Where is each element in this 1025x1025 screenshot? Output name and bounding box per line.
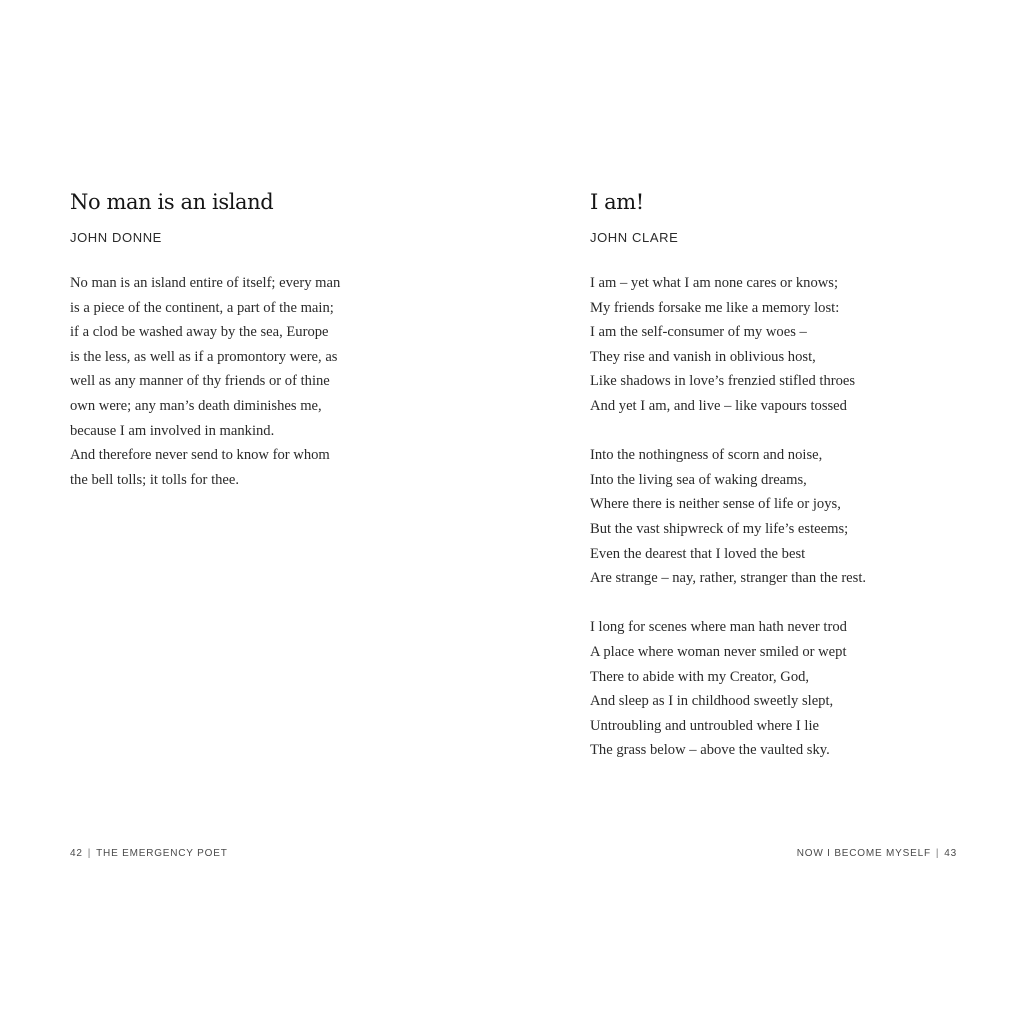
poem-line: Where there is neither sense of life or joys, <box>590 496 841 513</box>
poem-line: the bell tolls; it tolls for thee. <box>70 471 240 488</box>
poem-body <box>590 271 866 763</box>
poem-title: I am! <box>590 190 644 214</box>
poem-body <box>70 271 340 492</box>
poem-line: Untroubling and untroubled where I lie <box>590 717 819 734</box>
poem-line: My friends forsake me like a memory lost: <box>590 299 840 316</box>
stanza <box>590 271 866 419</box>
poem-author: JOHN CLARE <box>590 230 679 245</box>
poem-line: A place where woman never smiled or wept <box>590 643 847 660</box>
page-number: 43 <box>944 848 957 859</box>
footer-separator: | <box>935 848 940 859</box>
poem-line: if a clod be washed away by the sea, Europe <box>70 324 329 341</box>
page-footer <box>70 848 228 859</box>
poem-line: own were; any man’s death diminishes me, <box>70 397 322 414</box>
poem-line: Are strange – nay, rather, stranger than the rest. <box>590 570 867 587</box>
poem-line: Like shadows in love’s frenzied stifled throes <box>590 373 856 390</box>
poem-line: is the less, as well as if a promontory were, as <box>70 348 338 365</box>
poem-line: And yet I am, and live – like vapours tossed <box>590 397 847 414</box>
footer-separator: | <box>87 848 92 859</box>
running-head: THE EMERGENCY POET <box>96 848 228 859</box>
poem-line: And therefore never send to know for whom <box>70 447 330 464</box>
poem-line: There to abide with my Creator, God, <box>590 668 810 685</box>
stanza <box>590 443 866 591</box>
left-page <box>0 0 512 1025</box>
poem-line: I am the self-consumer of my woes – <box>590 324 807 341</box>
poem-line: Even the dearest that I loved the best <box>590 545 806 562</box>
poem-title: No man is an island <box>70 190 274 214</box>
poem-line: They rise and vanish in oblivious host, <box>590 348 816 365</box>
poem-line: And sleep as I in childhood sweetly slept, <box>590 693 834 710</box>
page-number: 42 <box>70 848 83 859</box>
poem-line: Into the living sea of waking dreams, <box>590 471 807 488</box>
poem-line: Into the nothingness of scorn and noise, <box>590 447 823 464</box>
stanza <box>590 615 866 763</box>
poem-line: because I am involved in mankind. <box>70 422 275 439</box>
poem-line: I long for scenes where man hath never trod <box>590 619 847 636</box>
page-footer <box>797 848 957 859</box>
poem-line: But the vast shipwreck of my life’s esteems; <box>590 520 849 537</box>
poem-line: No man is an island entire of itself; every man <box>70 275 341 291</box>
running-head: NOW I BECOME MYSELF <box>796 848 931 859</box>
poem-author: JOHN DONNE <box>70 230 162 245</box>
poem-line: well as any manner of thy friends or of thine <box>70 373 330 390</box>
poem-line: The grass below – above the vaulted sky. <box>590 742 830 759</box>
right-page <box>512 0 1025 1025</box>
poem-line: I am – yet what I am none cares or knows; <box>590 275 839 291</box>
poem-line: is a piece of the continent, a part of the main; <box>70 299 334 316</box>
